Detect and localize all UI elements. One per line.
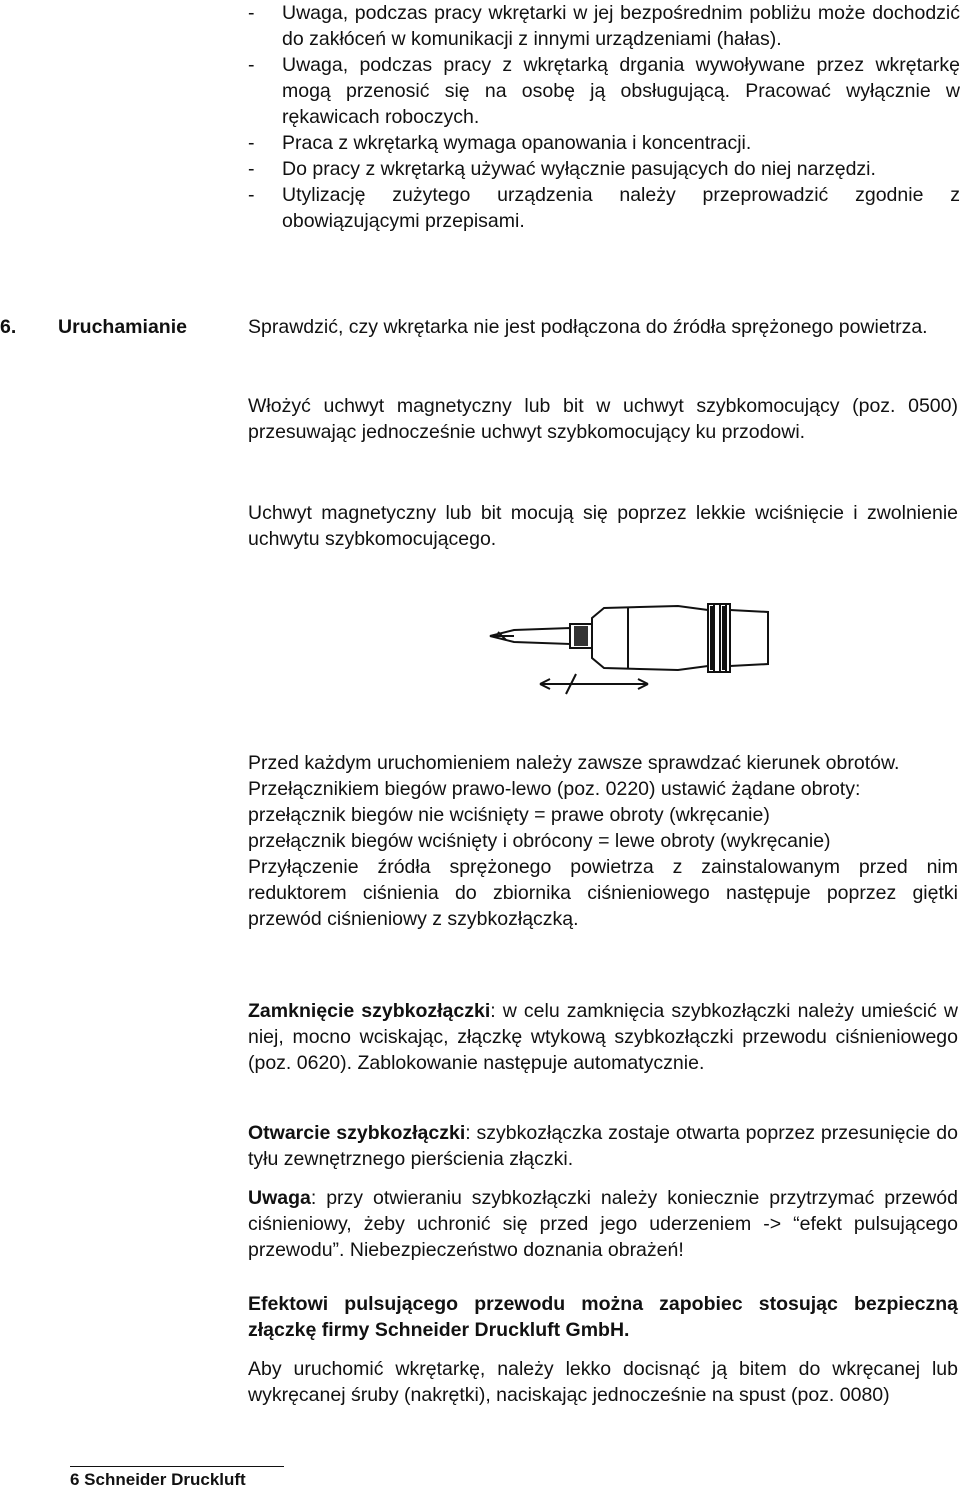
paragraph-bit-mounting: Uchwyt magnetyczny lub bit mocują się poprzez lekkie wciśnięcie i zwolnienie uchwytu szybkomocującego. [248,502,958,550]
screwdriver-bit-illustration [478,596,778,700]
paragraph-closing-coupler [248,998,958,1076]
warning-text: Uwaga, podczas pracy z wkrętarką drgania wywoływane przez wkrętarkę mogą przenosić się na osobę ją obsługującą. Pracować wyłącznie w rękawicach roboczych. [282,54,960,128]
paragraph-insert-bit: Włożyć uchwyt magnetyczny lub bit w uchwyt szybkomocujący (poz. 0500) przesuwając jednocześnie uchwyt szybkomocujący ku przodowi. [248,395,958,443]
instruction-line: przełącznik biegów wciśnięty i obrócony = lewe obroty (wykręcanie) [248,830,831,852]
footer-divider [70,1466,284,1467]
paragraph-warning [248,1185,958,1263]
warning-item: - Praca z wkrętarką wymaga opanowania i koncentracji. [248,132,752,154]
warning-text: Praca z wkrętarką wymaga opanowania i koncentracji. [282,132,752,154]
rotation-instructions [248,750,958,932]
paragraph-safe-coupler-note: Efektowi pulsującego przewodu można zapobiec stosując bezpieczną złączkę firmy Schneider Druckluft GmbH. [248,1293,958,1341]
paragraph-opening-coupler [248,1120,958,1172]
section-title: Uruchamianie [58,316,187,338]
warning-label: Uwaga [248,1187,311,1209]
warning-body: : przy otwieraniu szybkozłączki należy koniecznie przytrzymać przewód ciśnieniowy, żeby uchronić się przed jego uderzeniem -> “efekt pulsującego przewodu”. Niebezpieczeństwo doznania obrażeń! [248,1187,958,1261]
paragraph-start-tool: Aby uruchomić wkrętarkę, należy lekko docisnąć ją bitem do wkręcanej lub wykręcanej śruby (nakrętki), naciskając jednocześnie na spust (poz. 0080) [248,1358,958,1406]
opening-text: : szybkozłączka zostaje otwarta poprzez przesunięcie do tyłu zewnętrznego pierścienia złączki. [248,1122,958,1170]
warning-text: Utylizację zużytego urządzenia należy przeprowadzić zgodnie z obowiązującymi przepisami. [282,184,960,232]
paragraph-check-supply: Sprawdzić, czy wkrętarka nie jest podłączona do źródła sprężonego powietrza. [248,316,928,338]
opening-label: Otwarcie szybkozłączki [248,1122,466,1144]
warning-item: - Uwaga, podczas pracy z wkrętarką drgania wywoływane przez wkrętarkę mogą przenosić się na osobę ją obsługującą. Pracować wyłącznie w rękawicach roboczych. [248,54,960,128]
screwdriver-icon [478,596,778,700]
instruction-line: Przyłączenie źródła sprężonego powietrza z zainstalowanym przed nim reduktorem ciśnienia do zbiornika ciśnieniowego następuje poprzez giętki przewód ciśnieniowy z szybkozłączką. [248,856,958,930]
warning-item: - Utylizację zużytego urządzenia należy przeprowadzić zgodnie z obowiązującymi przepisami. [248,184,960,232]
warning-text: Do pracy z wkrętarką używać wyłącznie pasujących do niej narzędzi. [282,158,876,180]
closing-label: Zamknięcie szybkozłączki [248,1000,491,1022]
instruction-line: Przełącznikiem biegów prawo-lewo (poz. 0220) ustawić żądane obroty: [248,778,861,800]
warning-text: Uwaga, podczas pracy wkrętarki w jej bezpośrednim pobliżu może dochodzić do zakłóceń w komunikacji z innymi urządzeniami (hałas). [282,2,960,50]
page-footer: 6 Schneider Druckluft [70,1470,246,1489]
warning-list [248,0,960,234]
instruction-line: przełącznik biegów nie wciśnięty = prawe obroty (wkręcanie) [248,804,770,826]
warning-item: - Uwaga, podczas pracy wkrętarki w jej bezpośrednim pobliżu może dochodzić do zakłóceń w komunikacji z innymi urządzeniami (hałas). [248,2,960,50]
section-number: 6. [0,316,17,338]
closing-text: : w celu zamknięcia szybkozłączki należy umieścić w niej, mocno wciskając, złączkę wtykową szybkozłączki przewodu ciśnieniowego (poz. 0620). Zablokowanie następuje automatycznie. [248,1000,958,1074]
warning-item: - Do pracy z wkrętarką używać wyłącznie pasujących do niej narzędzi. [248,158,876,180]
instruction-line: Przed każdym uruchomieniem należy zawsze sprawdzać kierunek obrotów. [248,752,900,774]
